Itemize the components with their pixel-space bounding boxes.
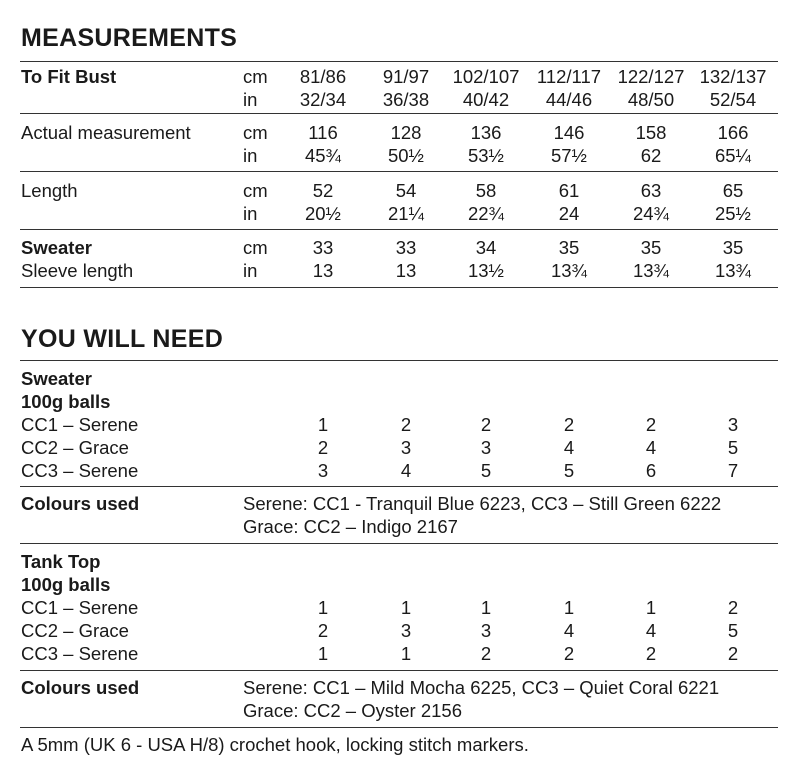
value-in: 65¼ [714,145,751,166]
value-in: 32/34 [299,89,347,110]
you-will-need-title: YOU WILL NEED [21,325,224,353]
ball-count: 3 [480,620,492,641]
unit-cm: cm [243,237,268,258]
ball-count: 2 [563,414,575,435]
value-cm: 54 [395,180,417,201]
ball-count: 5 [563,460,575,481]
value-cm: 63 [640,180,662,201]
ball-count: 3 [400,437,412,458]
value-in: 13¾ [714,260,751,281]
value-cm: 112/117 [536,66,602,87]
value-cm: 132/137 [699,66,767,87]
value-in: 21¼ [387,203,424,224]
ball-count: 1 [480,597,492,618]
hook-note: A 5mm (UK 6 - USA H/8) crochet hook, locking stitch markers. [21,734,529,755]
row-label: Length [21,180,78,201]
ball-count: 3 [317,460,329,481]
value-cm: 158 [635,122,667,143]
ball-count: 2 [645,643,657,664]
unit-cm: cm [243,122,268,143]
ball-count: 5 [480,460,492,481]
yarn-label: CC1 – Serene [21,597,139,618]
value-in: 25½ [714,203,751,224]
value-cm: 81/86 [299,66,347,87]
yarn-label: CC2 – Grace [21,620,129,641]
section-heading: Tank Top [21,551,101,572]
value-cm: 58 [475,180,497,201]
ball-count: 2 [727,597,739,618]
value-in: 53½ [467,145,504,166]
yarn-label: CC3 – Serene [21,643,139,664]
measurements-title: MEASUREMENTS [21,24,238,52]
ball-count: 1 [317,643,329,664]
divider [20,360,778,361]
value-in: 13½ [467,260,504,281]
value-cm: 146 [553,122,585,143]
value-cm: 102/107 [452,66,520,87]
value-cm: 128 [390,122,422,143]
value-in: 24¾ [632,203,669,224]
value-cm: 136 [470,122,502,143]
value-in: 57½ [550,145,587,166]
section-heading: Sweater [21,368,92,389]
ball-count: 4 [563,437,575,458]
unit-in: in [243,145,258,166]
value-in: 20½ [304,203,341,224]
ball-count: 5 [727,437,739,458]
yarn-label: CC1 – Serene [21,414,139,435]
unit-in: in [243,203,258,224]
divider [20,670,778,671]
value-cm: 35 [640,237,662,258]
ball-count: 2 [317,437,329,458]
value-in: 40/42 [462,89,510,110]
colours-line-2: Grace: CC2 – Indigo 2167 [243,516,458,537]
divider [20,113,778,114]
value-cm: 35 [722,237,744,258]
value-in: 24 [558,203,580,224]
ball-count: 4 [645,437,657,458]
value-cm: 91/97 [382,66,430,87]
ball-count: 4 [645,620,657,641]
ball-count: 1 [400,643,412,664]
ball-count: 4 [563,620,575,641]
value-in: 13 [312,260,334,281]
ball-count: 1 [563,597,575,618]
row-label-2: Sleeve length [21,260,134,281]
value-in: 52/54 [709,89,757,110]
section-subheading: 100g balls [21,391,111,412]
row-label: To Fit Bust [21,66,117,87]
section-subheading: 100g balls [21,574,111,595]
value-cm: 34 [475,237,497,258]
ball-count: 3 [480,437,492,458]
ball-count: 3 [400,620,412,641]
colours-label: Colours used [21,677,140,698]
unit-cm: cm [243,180,268,201]
ball-count: 2 [317,620,329,641]
row-label: Actual measurement [21,122,191,143]
ball-count: 1 [645,597,657,618]
unit-cm: cm [243,66,268,87]
value-cm: 35 [558,237,580,258]
row-label: Sweater [21,237,92,258]
value-in: 13¾ [632,260,669,281]
ball-count: 2 [480,414,492,435]
value-cm: 52 [312,180,334,201]
value-in: 36/38 [382,89,430,110]
value-cm: 116 [308,122,338,143]
ball-count: 2 [645,414,657,435]
divider [20,61,778,62]
value-in: 62 [640,145,662,166]
value-in: 13¾ [550,260,587,281]
ball-count: 7 [727,460,739,481]
ball-count: 1 [317,597,329,618]
unit-in: in [243,260,258,281]
value-cm: 65 [722,180,744,201]
value-in: 50½ [387,145,424,166]
divider [20,229,778,230]
ball-count: 5 [727,620,739,641]
ball-count: 3 [727,414,739,435]
value-cm: 61 [558,180,580,201]
divider [20,486,778,487]
ball-count: 2 [400,414,412,435]
value-cm: 122/127 [617,66,685,87]
value-cm: 33 [312,237,334,258]
value-cm: 166 [717,122,749,143]
value-cm: 33 [395,237,417,258]
unit-in: in [243,89,258,110]
ball-count: 1 [400,597,412,618]
yarn-label: CC2 – Grace [21,437,129,458]
ball-count: 2 [563,643,575,664]
colours-line-1: Serene: CC1 - Tranquil Blue 6223, CC3 – Still Green 6222 [243,493,722,514]
ball-count: 2 [727,643,739,664]
divider [20,171,778,172]
colours-line-1: Serene: CC1 – Mild Mocha 6225, CC3 – Quiet Coral 6221 [243,677,720,698]
colours-label: Colours used [21,493,140,514]
ball-count: 1 [317,414,329,435]
value-in: 13 [395,260,417,281]
ball-count: 2 [480,643,492,664]
ball-count: 4 [400,460,412,481]
ball-count: 6 [645,460,657,481]
value-in: 45¾ [304,145,341,166]
divider [20,727,778,728]
value-in: 44/46 [545,89,593,110]
divider [20,287,778,288]
divider [20,543,778,544]
colours-line-2: Grace: CC2 – Oyster 2156 [243,700,463,721]
yarn-label: CC3 – Serene [21,460,139,481]
value-in: 22¾ [467,203,504,224]
value-in: 48/50 [627,89,675,110]
